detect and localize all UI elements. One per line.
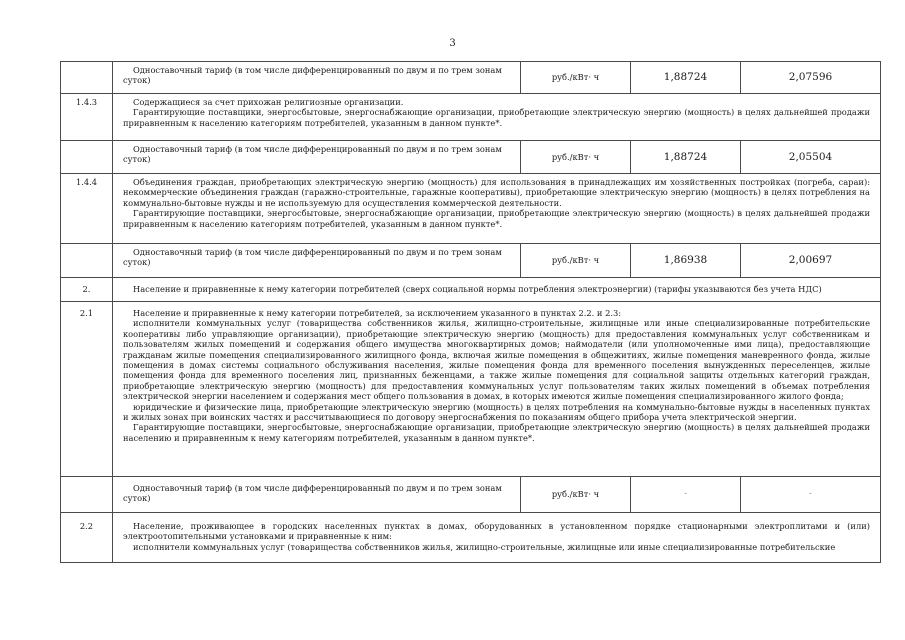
section-row [61, 94, 881, 141]
section-paragraph: Объединения граждан, приобретающих электрическую энергию (мощность) для использования в принадлежащих им хозяйственных постройках (погреба, сараи): некоммерческие объединения граждан (гаражно-строительные, гаражные кооперативы), приобретающие электрическую энергию (мощность) в целях потребления на коммунально-бытовые нужды и не используемую для осуществления коммерческой деятельности. [123, 177, 870, 208]
section-paragraph: Гарантирующие поставщики, энергосбытовые, энергоснабжающие организации, приобретающие электрическую энергию (мощность) в целях дальнейшей продажи приравненным к населению категориям потребителей, указанным в данном пункте*. [123, 208, 870, 229]
section-paragraph: Население, проживающее в городских населенных пунктах в домах, оборудованных в установленном порядке стационарными электроплитами и (или) электроотопительными установками и приравненные к ним: [123, 521, 870, 542]
row-number-cell [61, 62, 113, 94]
tariff-row [61, 141, 881, 174]
section-description [113, 174, 881, 244]
tariff-value-2: 2,00697 [741, 244, 881, 278]
section-number: 2.2 [61, 513, 113, 563]
tariff-value-2: 2,05504 [741, 141, 881, 174]
row-number-cell [61, 477, 113, 513]
tariff-value-2: 2,07596 [741, 62, 881, 94]
section-number: 1.4.3 [61, 94, 113, 141]
tariff-row [61, 244, 881, 278]
section-heading: Население и приравненные к нему категории потребителей (сверх социальной нормы потребления электроэнергии) (тарифы указываются без учета НДС) [113, 278, 881, 302]
unit-cell: руб./кВт· ч [521, 62, 631, 94]
section-description [113, 302, 881, 477]
section-row [61, 302, 881, 477]
section-description [113, 513, 881, 563]
row-number-cell [61, 141, 113, 174]
section-paragraph: юридические и физические лица, приобретающие электрическую энергию (мощность) в целях потребления на коммунально-бытовые нужды в населенных пунктах и жилых зонах при воинских частях и рассчитывающиеся по договору энергоснабжения по показаниям общего прибора учета электрической энергии. [123, 401, 870, 423]
section-row [61, 174, 881, 244]
tariff-value-1: 1,88724 [631, 62, 741, 94]
section-row [61, 278, 881, 302]
unit-cell: руб./кВт· ч [521, 477, 631, 513]
section-paragraph: Содержащиеся за счет прихожан религиозные организации. [133, 97, 404, 107]
row-number-cell [61, 244, 113, 278]
tariff-label: Одноставочный тариф (в том числе дифференцированный по двум и по трем зонам суток) [113, 244, 521, 278]
tariff-value-2: - [741, 477, 881, 513]
tariff-value-1: 1,86938 [631, 244, 741, 278]
section-paragraph: Гарантирующие поставщики, энергосбытовые, энергоснабжающие организации, приобретающие электрическую энергию (мощность) в целях дальнейшей продажи населению и приравненным к нему категориям потребителей, указанным в данном пункте*. [123, 422, 870, 443]
section-description [113, 94, 881, 141]
tariff-row [61, 62, 881, 94]
unit-cell: руб./кВт· ч [521, 244, 631, 278]
section-paragraph: исполнители коммунальных услуг (товарищества собственников жилья, жилищно-строительные, жилищные или иные специализированные потребительские [133, 541, 836, 552]
tariff-label: Одноставочный тариф (в том числе дифференцированный по двум и по трем зонам суток) [113, 141, 521, 174]
section-paragraph: исполнители коммунальных услуг (товарищества собственников жилья, жилищно-строительные, жилищные или иные специализированные потребительские кооперативы либо управляющие организации), приобретающие электрическую энергию (мощность) для предоставления коммунальных услуг собственникам и пользователям жилых помещений и содержания общего имущества многоквартирных домов; наймодатели (или уполномоченные ими лица), предоставляющие гражданам жилые помещения специализированного жилищного фонда, включая жилые помещения в общежитиях, жилые помещения маневренного фонда, жилые помещения в домах системы социального обслуживания населения, жилые помещения фонда для временного поселения вынужденных переселенцев, жилые помещения фонда для временного поселения лиц, признанных беженцами, а также жилые помещения для социальной защиты отдельных категорий граждан, приобретающие электрическую энергию (мощность) для предоставления коммунальных услуг пользователям таких жилых помещений в объемах потребления электрической энергии населением и содержания мест общего пользования в домах, в которых имеются жилые помещения специализированного жилого фонда; [123, 318, 870, 402]
section-paragraph: Гарантирующие поставщики, энергосбытовые, энергоснабжающие организации, приобретающие электрическую энергию (мощность) в целях дальнейшей продажи приравненным к населению категориям потребителей, указанным в данном пункте*. [123, 107, 870, 128]
tariff-value-1: - [631, 477, 741, 513]
unit-cell: руб./кВт· ч [521, 141, 631, 174]
section-number: 1.4.4 [61, 174, 113, 244]
tariff-value-1: 1,88724 [631, 141, 741, 174]
section-number: 2.1 [61, 302, 113, 477]
tariff-label: Одноставочный тариф (в том числе дифференцированный по двум и по трем зонам суток) [113, 477, 521, 513]
section-number: 2. [61, 278, 113, 302]
tariff-row [61, 477, 881, 513]
section-row [61, 513, 881, 563]
page-number: 3 [449, 38, 456, 49]
tariff-table [60, 61, 881, 563]
tariff-label: Одноставочный тариф (в том числе дифференцированный по двум и по трем зонам суток) [113, 62, 521, 94]
section-paragraph: Население и приравненные к нему категории потребителей, за исключением указанного в пунктах 2.2. и 2.3: [133, 308, 622, 318]
